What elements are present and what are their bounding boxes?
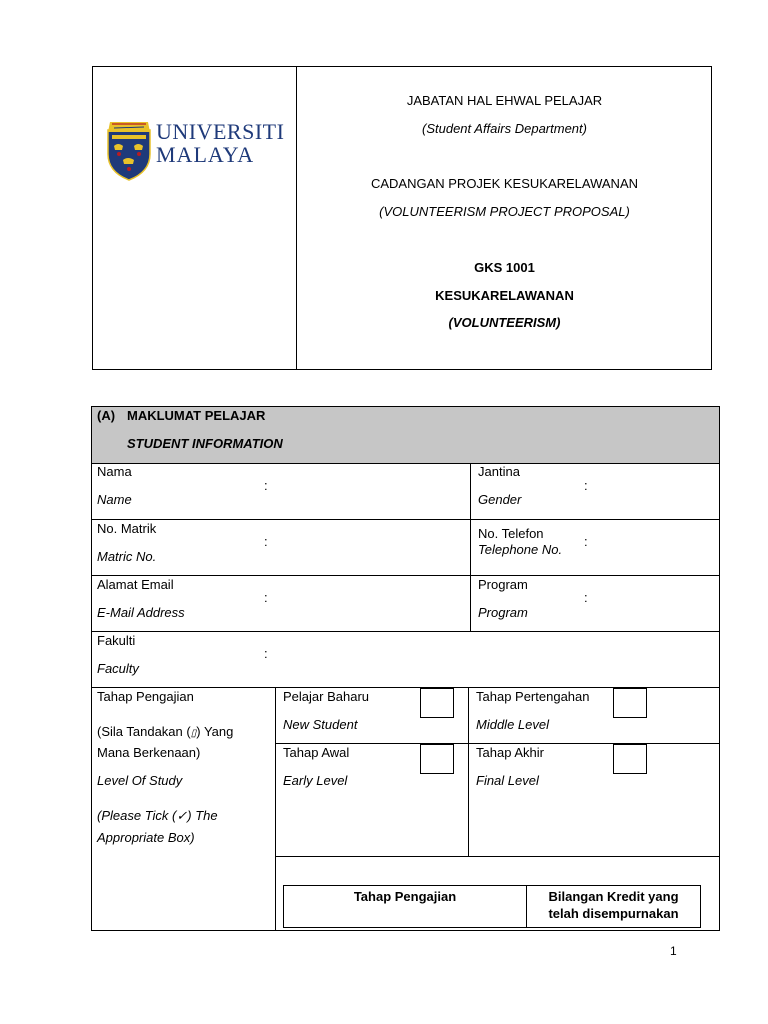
study-level-label: Tahap Pengajian <box>97 689 194 704</box>
section-a-label: (A) <box>97 408 116 423</box>
proposal-title: CADANGAN PROJEK KESUKARELAWANAN <box>370 176 639 191</box>
row-divider <box>276 743 719 744</box>
course-name: KESUKARELAWANAN <box>435 288 574 303</box>
program-input[interactable]: : <box>584 590 588 605</box>
matric-label-en: Matric No. <box>97 549 157 564</box>
course-name-en: (VOLUNTEERISM) <box>448 315 561 330</box>
name-label: Nama <box>97 464 132 479</box>
email-input[interactable]: : <box>264 590 268 605</box>
option-middle-label: Tahap Pertengahan <box>476 689 590 704</box>
phone-label: No. Telefon <box>478 526 544 541</box>
logo-text-line2: MALAYA <box>156 142 255 167</box>
column-divider <box>468 687 469 856</box>
new-student-checkbox[interactable] <box>420 688 454 718</box>
faculty-label: Fakulti <box>97 633 136 648</box>
gender-label-en: Gender <box>478 492 522 507</box>
option-new-label: Pelajar Baharu <box>283 689 369 704</box>
credit-table-col-study-level: Tahap Pengajian <box>353 889 457 904</box>
program-label-en: Program <box>478 605 528 620</box>
option-new-label-en: New Student <box>283 717 358 732</box>
row-divider <box>92 519 719 520</box>
middle-level-checkbox[interactable] <box>613 688 647 718</box>
option-early-label-en: Early Level <box>283 773 348 788</box>
section-a-title: MAKLUMAT PELAJAR <box>127 408 266 423</box>
study-level-instruction-en: (Please Tick (✓) The <box>97 808 218 823</box>
option-final-label-en: Final Level <box>476 773 539 788</box>
box-glyph-icon: ▯ <box>190 728 197 739</box>
student-info-table <box>91 406 720 931</box>
email-label: Alamat Email <box>97 577 174 592</box>
final-level-checkbox[interactable] <box>613 744 647 774</box>
column-divider <box>470 463 471 631</box>
study-level-instruction-2: Mana Berkenaan) <box>97 745 201 760</box>
matric-input[interactable]: : <box>264 534 268 549</box>
row-divider <box>92 631 719 632</box>
matric-label: No. Matrik <box>97 521 157 536</box>
option-final-label: Tahap Akhir <box>476 745 544 760</box>
study-level-instruction: (Sila Tandakan (▯) Yang <box>97 724 234 739</box>
faculty-label-en: Faculty <box>97 661 139 676</box>
logo-text-line1: UNIVERSITI <box>156 119 285 144</box>
crest-icon <box>106 120 152 182</box>
tick-icon: ✓ <box>176 808 188 823</box>
row-divider <box>276 856 719 857</box>
email-label-en: E-Mail Address <box>97 605 185 620</box>
name-input[interactable]: : <box>264 478 268 493</box>
proposal-title-en: (VOLUNTEERISM PROJECT PROPOSAL) <box>379 204 630 219</box>
course-code: GKS 1001 <box>474 260 535 275</box>
university-logo <box>106 120 288 182</box>
section-a-title-en: STUDENT INFORMATION <box>127 436 283 451</box>
credit-table-col-credits-2: telah disempurnakan <box>548 906 679 921</box>
early-level-checkbox[interactable] <box>420 744 454 774</box>
study-level-label-en: Level Of Study <box>97 773 183 788</box>
department-title-en: (Student Affairs Department) <box>422 121 587 136</box>
option-early-label: Tahap Awal <box>283 745 350 760</box>
page-number: 1 <box>670 944 677 958</box>
study-level-instruction-en-2: Appropriate Box) <box>97 830 195 845</box>
faculty-input[interactable]: : <box>264 646 268 661</box>
row-divider <box>92 575 719 576</box>
phone-label-en: Telephone No. <box>478 542 563 557</box>
department-title: JABATAN HAL EHWAL PELAJAR <box>406 93 603 108</box>
gender-label: Jantina <box>478 464 520 479</box>
name-label-en: Name <box>97 492 132 507</box>
phone-input[interactable]: : <box>584 534 588 549</box>
column-divider <box>275 687 276 930</box>
option-middle-label-en: Middle Level <box>476 717 549 732</box>
gender-input[interactable]: : <box>584 478 588 493</box>
credit-table-col-credits: Bilangan Kredit yang <box>548 889 679 904</box>
program-label: Program <box>478 577 528 592</box>
